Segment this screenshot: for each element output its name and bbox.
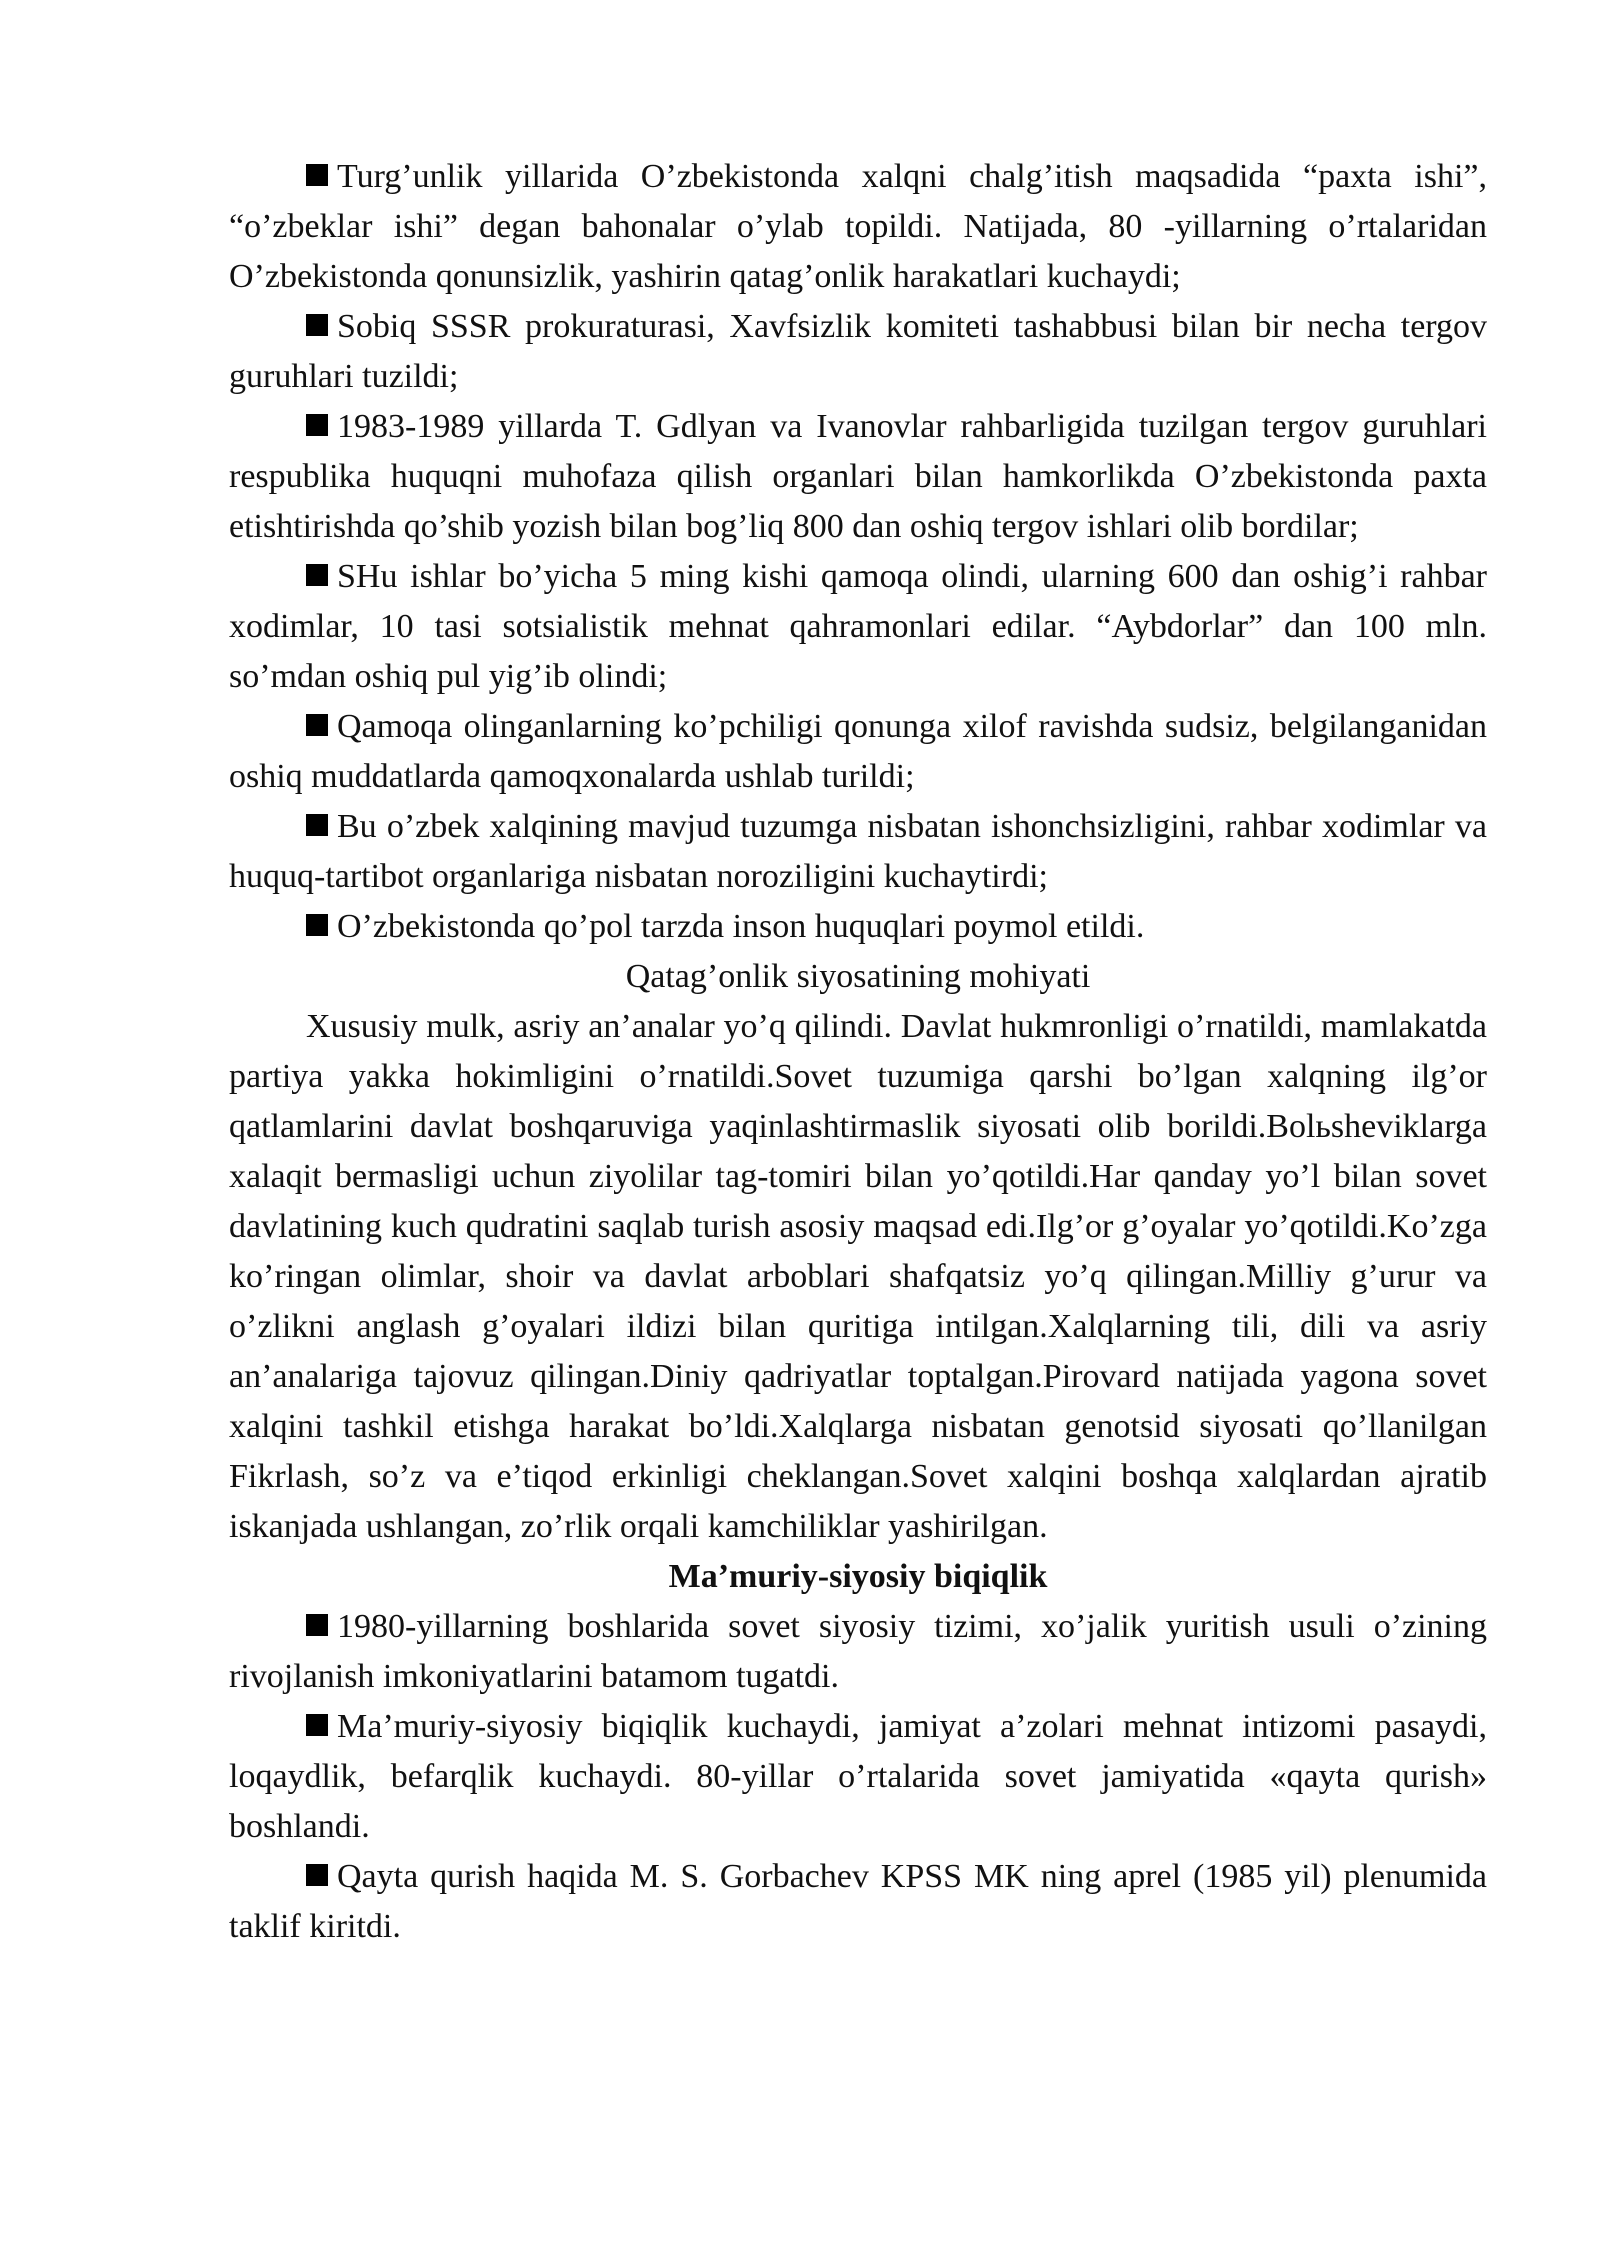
bullet-text: O’zbekistonda qo’pol tarzda inson huquqlari poymol etildi. — [337, 908, 1145, 945]
square-bullet-icon — [306, 1614, 328, 1636]
bullet-text: Ma’muriy-siyosiy biqiqlik kuchaydi, jamiyat a’zolari mehnat intizomi pasaydi, loqaydlik, befarqlik kuchaydi. 80-yillar o’rtalarida sovet jamiyatida «qayta qurish» boshlandi. — [229, 1708, 1487, 1845]
bullet-paragraph — [229, 702, 1487, 802]
square-bullet-icon — [306, 314, 328, 336]
square-bullet-icon — [306, 1714, 328, 1736]
bullet-text: Sobiq SSSR prokuraturasi, Xavfsizlik komiteti tashabbusi bilan bir necha tergov guruhlari tuzildi; — [229, 308, 1487, 395]
bullet-paragraph — [229, 552, 1487, 702]
bullet-text: Qayta qurish haqida M. S. Gorbachev KPSS MK ning aprel (1985 yil) plenumida taklif kiritdi. — [229, 1858, 1487, 1945]
bullet-paragraph — [229, 902, 1487, 952]
section-heading: Qatag’onlik siyosatining mohiyati — [625, 958, 1091, 995]
square-bullet-icon — [306, 714, 328, 736]
square-bullet-icon — [306, 814, 328, 836]
bullet-paragraph — [229, 402, 1487, 552]
bullet-text: SHu ishlar bo’yicha 5 ming kishi qamoqa olindi, ularning 600 dan oshig’i rahbar xodimlar, 10 tasi sotsialistik mehnat qahramonlari edilar. “Aybdorlar” dan 100 mln. so’mdan oshiq pul yig’ib olindi; — [229, 558, 1487, 695]
bullet-text: 1983-1989 yillarda T. Gdlyan va Ivanovlar rahbarligida tuzilgan tergov guruhlari respublika huquqni muhofaza qilish organlari bilan hamkorlikda O’zbekistonda paxta etishtirishda qo’shib yozish bilan bog’liq 800 dan oshiq tergov ishlari olib bordilar; — [229, 408, 1487, 545]
bullet-paragraph — [229, 1602, 1487, 1702]
section-heading-bold: Ma’muriy-siyosiy biqiqlik — [668, 1558, 1048, 1595]
document-page — [229, 152, 1487, 1952]
square-bullet-icon — [306, 1864, 328, 1886]
bullet-paragraph — [229, 1702, 1487, 1852]
bullet-paragraph — [229, 302, 1487, 402]
bullet-text: 1980-yillarning boshlarida sovet siyosiy tizimi, xo’jalik yuritish usuli o’zining rivojlanish imkoniyatlarini batamom tugatdi. — [229, 1608, 1487, 1695]
body-paragraph: Xususiy mulk, asriy an’analar yo’q qilindi. Davlat hukmronligi o’rnatildi, mamlakatda partiya yakka hokimligini o’rnatildi.Sovet tuzumiga qarshi bo’lgan xalqning ilg’or qatlamlarini davlat boshqaruviga yaqinlashtirmaslik siyosati olib borildi.Bolьsheviklarga xalaqit bermasligi uchun ziyolilar tag-tomiri bilan yo’qotildi.Har qanday yo’l bilan sovet davlatining kuch qudratini saqlab turish asosiy maqsad edi.Ilg’or g’oyalar yo’qotildi.Ko’zga ko’ringan olimlar, shoir va davlat arboblari shafqatsiz yo’q qilingan.Milliy g’urur va o’zlikni anglash g’oyalari ildizi bilan quritiga intilgan.Xalqlarning tili, dili va asriy an’analariga tajovuz qilingan.Diniy qadriyatlar toptalgan.Pirovard natijada yagona sovet xalqini tashkil etishga harakat bo’ldi.Xalqlarga nisbatan genotsid siyosati qo’llanilgan Fikrlash, so’z va e’tiqod erkinligi cheklangan.Sovet xalqini boshqa xalqlardan ajratib iskanjada ushlangan, zo’rlik orqali kamchiliklar yashirilgan. — [229, 1008, 1487, 1545]
square-bullet-icon — [306, 564, 328, 586]
bullet-text: Bu o’zbek xalqining mavjud tuzumga nisbatan ishonchsizligini, rahbar xodimlar va huquq-tartibot organlariga nisbatan noroziligini kuchaytirdi; — [229, 808, 1487, 895]
square-bullet-icon — [306, 414, 328, 436]
square-bullet-icon — [306, 914, 328, 936]
bullet-text: Qamoqa olinganlarning ko’pchiligi qonunga xilof ravishda sudsiz, belgilanganidan oshiq muddatlarda qamoqxonalarda ushlab turildi; — [229, 708, 1487, 795]
bullet-paragraph — [229, 152, 1487, 302]
bullet-paragraph — [229, 1852, 1487, 1952]
square-bullet-icon — [306, 164, 328, 186]
bullet-text: Turg’unlik yillarida O’zbekistonda xalqni chalg’itish maqsadida “paxta ishi”, “o’zbeklar ishi” degan bahonalar o’ylab topildi. Natijada, 80 -yillarning o’rtalaridan O’zbekistonda qonunsizlik, yashirin qatag’onlik harakatlari kuchaydi; — [229, 158, 1487, 295]
bullet-paragraph — [229, 802, 1487, 902]
